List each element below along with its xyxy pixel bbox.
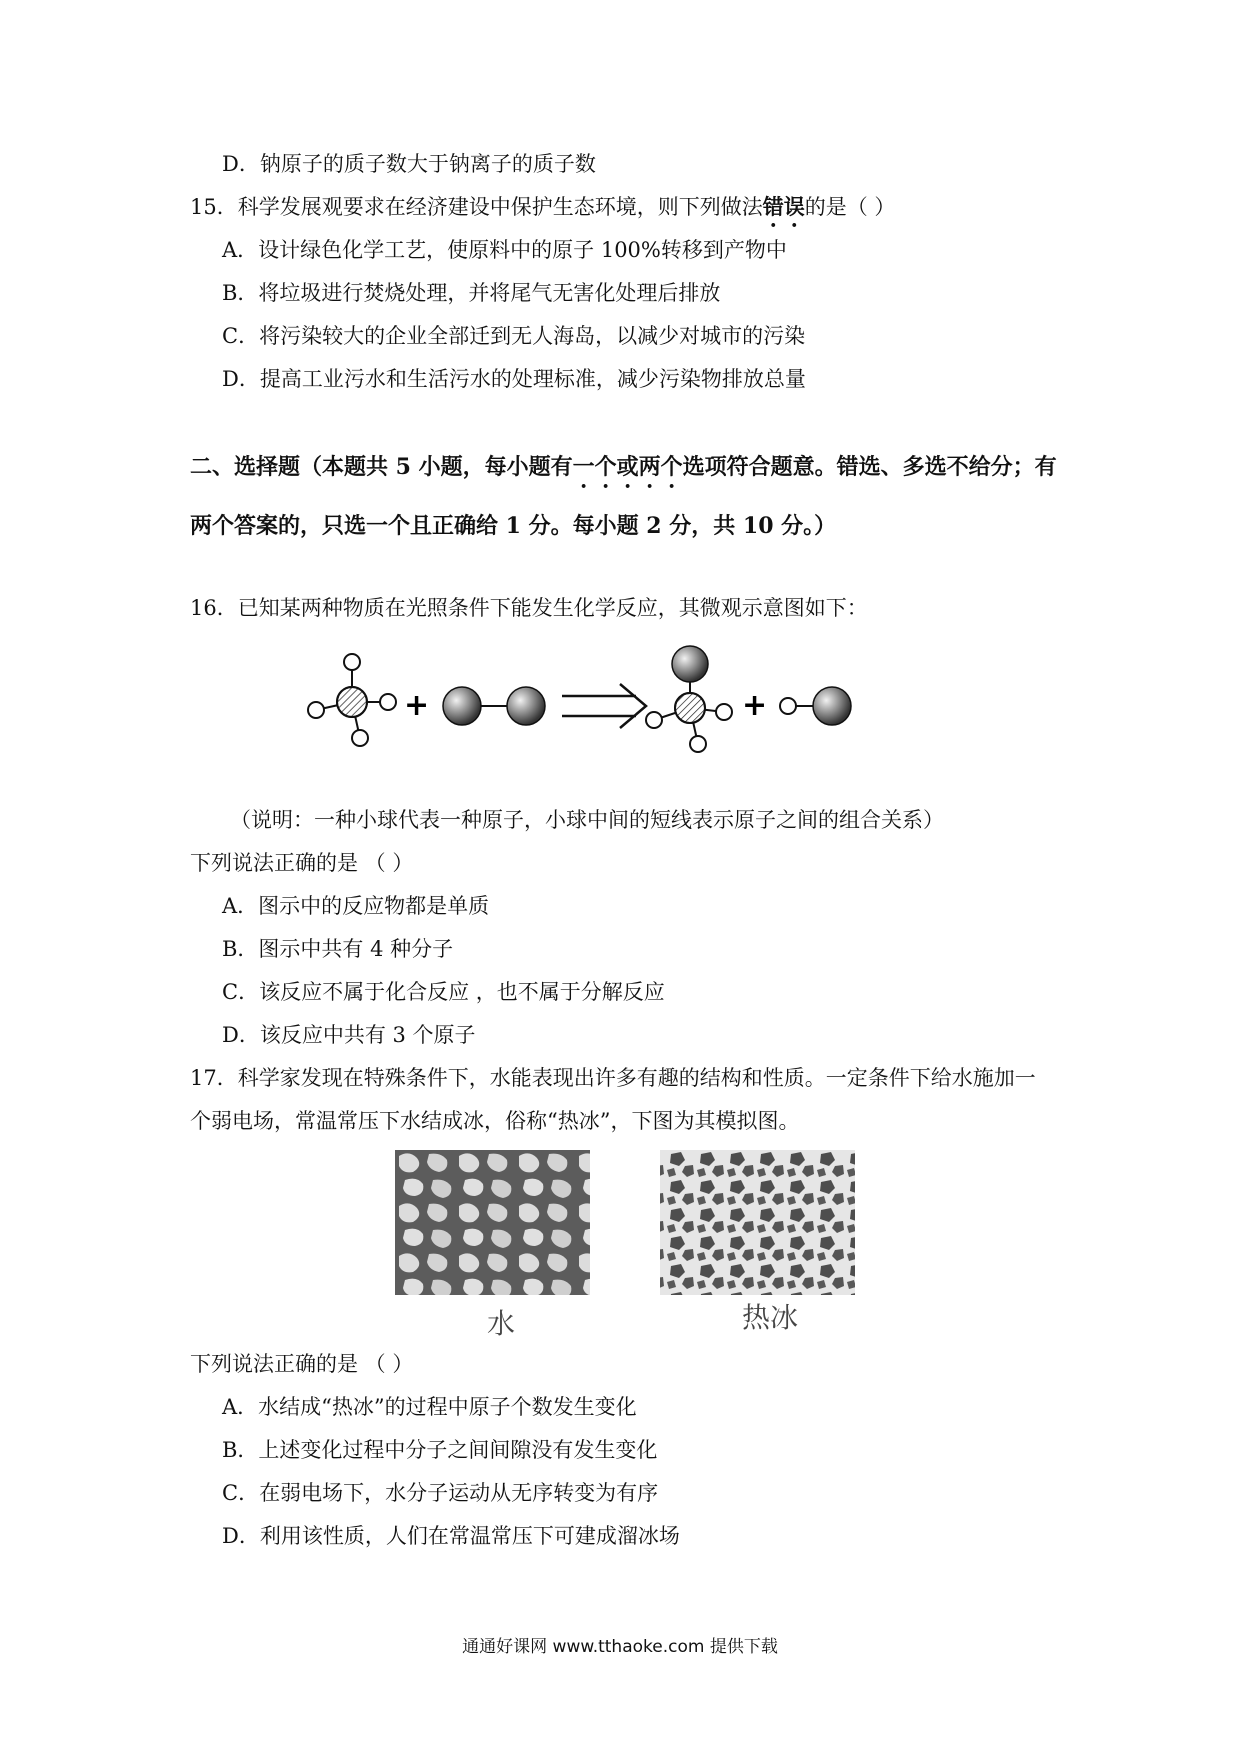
plus-sign-2: +	[742, 688, 768, 723]
water-image	[395, 1150, 590, 1295]
q15-option-c: C．将污染较大的企业全部迁到无人海岛，以减少对城市的污染	[222, 324, 806, 348]
q14-option-d: D．钠原子的质子数大于钠离子的质子数	[222, 152, 596, 176]
hot-ice-image	[660, 1150, 855, 1295]
q15-option-a: A．设计绿色化学工艺，使原料中的原子 100%转移到产物中	[222, 238, 787, 262]
q17-option-a: A．水结成“热冰”的过程中原子个数发生变化	[222, 1395, 637, 1419]
q15-option-d: D．提高工业污水和生活污水的处理标准，减少污染物排放总量	[222, 367, 806, 391]
page-footer: 通通好课网 www.tthaoke.com 提供下载	[462, 1637, 778, 1657]
q16-stem: 16．已知某两种物质在光照条件下能发生化学反应，其微观示意图如下：	[190, 596, 868, 620]
q17-stem-line1: 17．科学家发现在特殊条件下，水能表现出许多有趣的结构和性质。一定条件下给水施加一	[190, 1066, 1036, 1090]
reaction-arrow	[562, 684, 646, 728]
q17-option-d: D．利用该性质，人们在常温常压下可建成溜冰场	[222, 1524, 680, 1548]
q17-stem-line2: 个弱电场，常温常压下水结成冰，俗称“热冰”，下图为其模拟图。	[190, 1109, 800, 1133]
reactant-molecule-2	[443, 687, 545, 725]
q15-option-b: B．将垃圾进行焚烧处理，并将尾气无害化处理后排放	[222, 281, 721, 305]
q15-stem-emphasis: 错误	[762, 194, 805, 219]
q17-prompt: 下列说法正确的是 （ ）	[190, 1352, 414, 1376]
section2-heading-line2: 两个答案的，只选一个且正确给 1 分。每小题 2 分，共 10 分。）	[190, 513, 837, 539]
q15-stem-before: 15．科学发展观要求在经济建设中保护生态环境，则下列做法	[190, 195, 763, 219]
product-molecule-2	[780, 687, 851, 725]
q16-option-a: A．图示中的反应物都是单质	[222, 894, 490, 918]
section2-line1-before: 二、选择题（本题共 5 小题，每小题有	[190, 454, 573, 480]
q16-option-c: C．该反应不属于化合反应 ，也不属于分解反应	[222, 980, 665, 1004]
q15-stem	[190, 193, 895, 232]
section2-heading-line1	[190, 453, 1057, 493]
section2-line1-after: 选项符合题意。错选、多选不给分；有	[682, 454, 1057, 480]
q17-simulation-images	[395, 1150, 875, 1340]
water-image-label: 水	[487, 1307, 516, 1340]
q16-note: （说明：一种小球代表一种原子，小球中间的短线表示原子之间的组合关系）	[230, 808, 944, 832]
hot-ice-image-label: 热冰	[742, 1301, 799, 1334]
q16-reaction-diagram	[300, 640, 920, 760]
q17-option-c: C．在弱电场下，水分子运动从无序转变为有序	[222, 1481, 659, 1505]
section2-line1-emphasis: 一个或两个	[572, 454, 683, 480]
q15-stem-after: 的是（ ）	[804, 195, 896, 219]
q16-option-b: B．图示中共有 4 种分子	[222, 937, 454, 961]
q17-option-b: B．上述变化过程中分子之间间隙没有发生变化	[222, 1438, 658, 1462]
product-molecule-1	[646, 646, 732, 752]
plus-sign-1: +	[404, 688, 430, 723]
q16-prompt: 下列说法正确的是 （ ）	[190, 851, 414, 875]
reactant-molecule-1	[308, 654, 396, 746]
q16-option-d: D．该反应中共有 3 个原子	[222, 1023, 476, 1047]
